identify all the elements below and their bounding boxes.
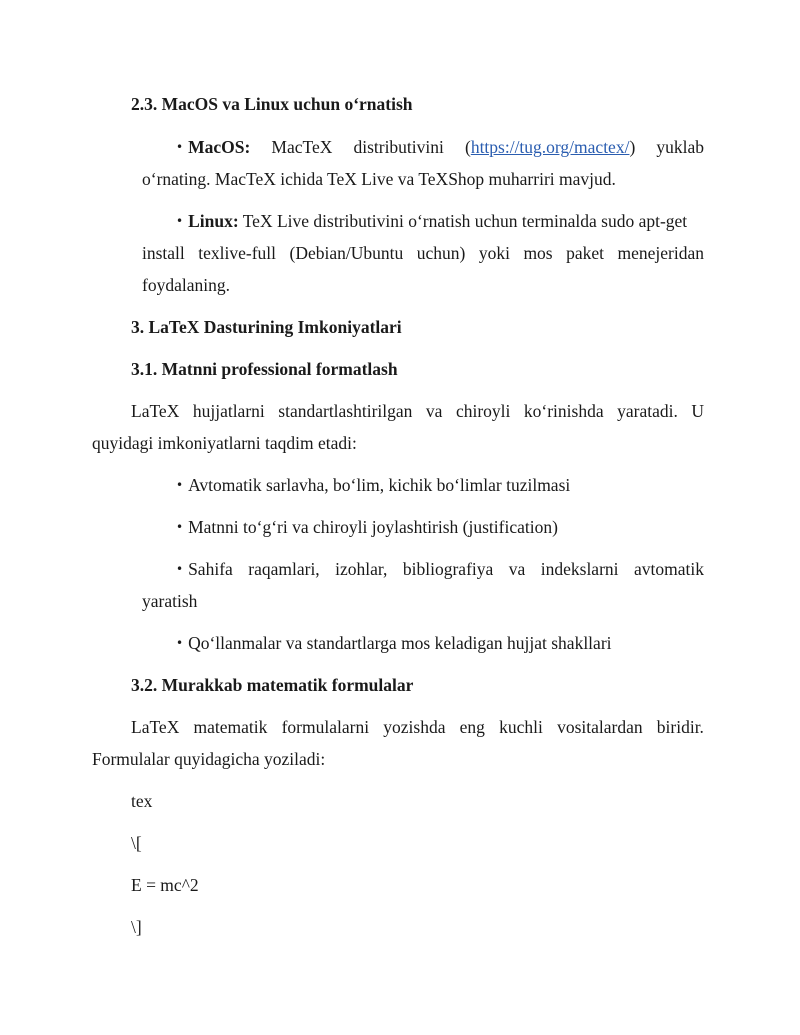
word: standartlashtirilgan <box>278 401 413 421</box>
word: texlive-full <box>198 243 277 263</box>
linux-label: Linux: <box>188 211 239 231</box>
word: menejeridan <box>617 243 704 263</box>
code-line-3: E = mc^2 <box>131 875 199 895</box>
paren-open: ( <box>464 137 471 157</box>
bullet-item-3-line-2: yaratish <box>142 591 198 611</box>
bullet-glyph: • <box>176 478 184 492</box>
word: LaTeX <box>131 401 180 421</box>
word: distributivini <box>353 137 444 157</box>
bullet-text: Matnni to‘g‘ri va chiroyli joylashtirish (justification) <box>188 517 558 537</box>
word: install <box>142 243 185 263</box>
paren-close: ) <box>629 137 636 157</box>
word: eng <box>459 717 485 737</box>
bullet-item-1 <box>176 474 570 498</box>
word: uchun) <box>416 243 466 263</box>
linux-bullet-line-2 <box>142 242 704 264</box>
bullet-head <box>176 558 233 582</box>
linux-line1-text: TeX Live distributivini o‘rnatish uchun terminalda sudo apt-get <box>242 211 688 231</box>
macos-bullet-line-2: o‘rnating. MacTeX ichida TeX Live va TeXShop muharriri mavjud. <box>142 169 616 189</box>
macos-label: MacOS: <box>188 137 251 157</box>
bullet-glyph: • <box>176 636 184 650</box>
link-group <box>465 136 635 160</box>
bullet-item-3-line-1 <box>176 558 704 582</box>
word: Sahifa <box>188 559 233 579</box>
macos-bullet-line-1 <box>176 136 704 160</box>
word: matematik <box>193 717 268 737</box>
word: yozishda <box>383 717 446 737</box>
word: biridir. <box>656 717 704 737</box>
word: izohlar, <box>335 559 388 579</box>
word: hujjatlarni <box>192 401 265 421</box>
linux-bullet-line-1 <box>176 210 687 234</box>
section-heading-3-1: 3.1. Matnni professional formatlash <box>131 359 398 379</box>
bullet-glyph: • <box>176 562 184 576</box>
code-line-4: \] <box>131 917 142 937</box>
section-heading-3-2: 3.2. Murakkab matematik formulalar <box>131 675 414 695</box>
word: LaTeX <box>131 717 180 737</box>
bullet-glyph: • <box>176 214 184 228</box>
paragraph-3-1-line-1 <box>131 400 704 422</box>
bullet-item-2 <box>176 516 558 540</box>
word: ko‘rinishda <box>523 401 604 421</box>
bullet-glyph: • <box>176 140 184 154</box>
word: chiroyli <box>455 401 511 421</box>
word: vositalardan <box>557 717 643 737</box>
word: yaratadi. <box>617 401 678 421</box>
paragraph-3-2-line-2: Formulalar quyidagicha yoziladi: <box>92 749 326 769</box>
word: U <box>691 401 704 421</box>
macos-bullet-head <box>176 136 250 160</box>
word: mos <box>523 243 553 263</box>
bullet-text: Qo‘llanmalar va standartlarga mos keladigan hujjat shakllari <box>188 633 612 653</box>
word: va <box>508 559 526 579</box>
bullet-glyph: • <box>176 520 184 534</box>
word: raqamlari, <box>248 559 320 579</box>
paragraph-3-1-line-2: quyidagi imkoniyatlarni taqdim etadi: <box>92 433 357 453</box>
word: bibliografiya <box>402 559 494 579</box>
code-line-1: tex <box>131 791 153 811</box>
word: avtomatik <box>633 559 704 579</box>
word: formulalarni <box>281 717 370 737</box>
bullet-text: Avtomatik sarlavha, bo‘lim, kichik bo‘limlar tuzilmasi <box>188 475 571 495</box>
word: paket <box>566 243 605 263</box>
word: yoki <box>478 243 510 263</box>
word: va <box>425 401 443 421</box>
word: yuklab <box>656 137 704 157</box>
paragraph-3-2-line-1 <box>131 716 704 738</box>
word: (Debian/Ubuntu <box>289 243 404 263</box>
linux-bullet-line-3: foydalaning. <box>142 275 230 295</box>
section-heading-2-3: 2.3. MacOS va Linux uchun o‘rnatish <box>131 94 413 114</box>
word: kuchli <box>499 717 543 737</box>
mactex-link[interactable]: https://tug.org/mactex/ <box>470 137 630 157</box>
code-line-2: \[ <box>131 833 142 853</box>
bullet-item-4 <box>176 632 612 656</box>
word: indekslarni <box>540 559 619 579</box>
word: MacTeX <box>271 137 333 157</box>
section-heading-3: 3. LaTeX Dasturining Imkoniyatlari <box>131 317 402 337</box>
